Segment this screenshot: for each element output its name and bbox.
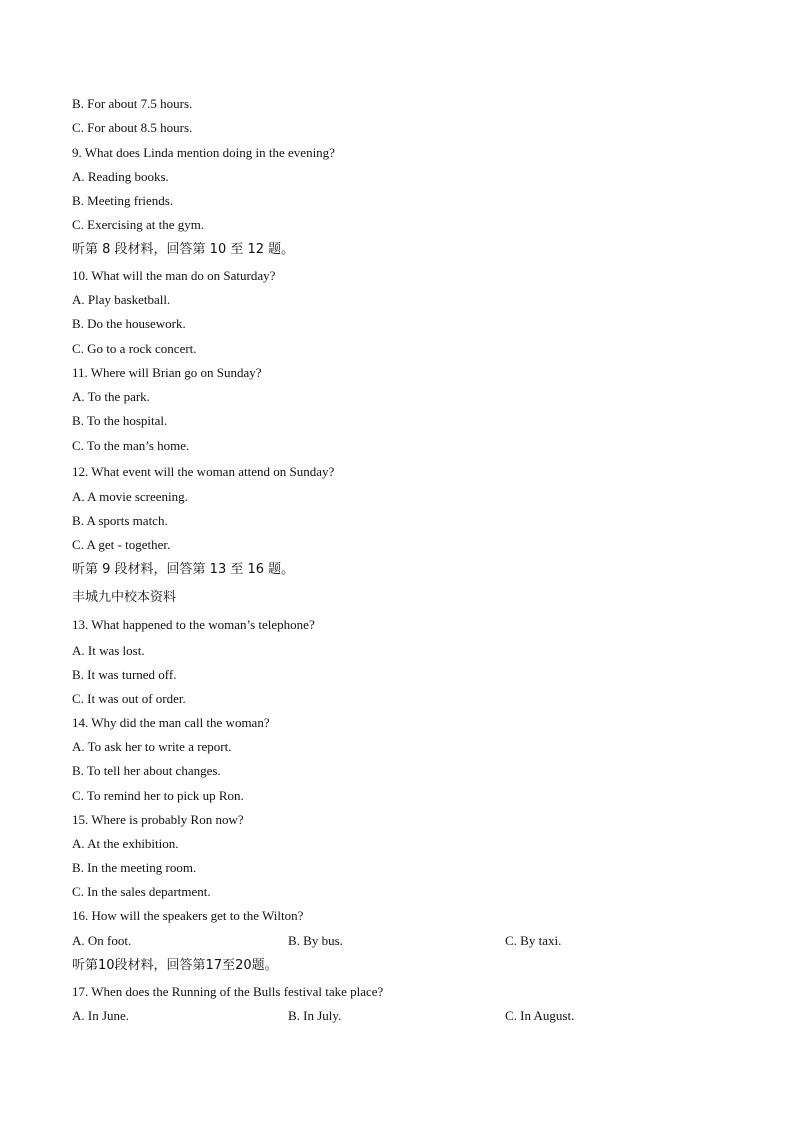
q11-option-b: B. To the hospital. <box>72 413 168 428</box>
question-16: 16. How will the speakers get to the Wilton? <box>72 908 304 923</box>
q14-option-c: C. To remind her to pick up Ron. <box>72 788 244 803</box>
q13-option-c: C. It was out of order. <box>72 691 186 706</box>
q11-option-c: C. To the man’s home. <box>72 438 190 453</box>
q15-option-c: C. In the sales department. <box>72 884 211 899</box>
q10-option-b: B. Do the housework. <box>72 316 186 331</box>
q8-option-b: B. For about 7.5 hours. <box>72 96 193 111</box>
q8-option-c: C. For about 8.5 hours. <box>72 120 193 135</box>
q13-option-a: A. It was lost. <box>72 643 145 658</box>
question-11: 11. Where will Brian go on Sunday? <box>72 365 262 380</box>
q13-option-b: B. It was turned off. <box>72 667 177 682</box>
q9-option-c: C. Exercising at the gym. <box>72 217 205 232</box>
q14-option-b: B. To tell her about changes. <box>72 763 221 778</box>
q10-option-a: A. Play basketball. <box>72 292 171 307</box>
question-13: 13. What happened to the woman’s telephone? <box>72 617 315 632</box>
q11-option-a: A. To the park. <box>72 389 150 404</box>
q15-option-b: B. In the meeting room. <box>72 860 197 875</box>
question-15: 15. Where is probably Ron now? <box>72 812 244 827</box>
q16-option-c: C. By taxi. <box>505 933 562 948</box>
section-9-heading: 听第 9 段材料，回答第 13 至 16 题。 <box>72 562 295 577</box>
q12-option-b: B. A sports match. <box>72 513 168 528</box>
q17-option-b: B. In July. <box>288 1008 342 1023</box>
q16-option-b: B. By bus. <box>288 933 343 948</box>
question-12: 12. What event will the woman attend on Sunday? <box>72 464 335 479</box>
section-10-heading: 听第10段材料，回答第17至20题。 <box>72 958 278 973</box>
q10-option-c: C. Go to a rock concert. <box>72 341 197 356</box>
q17-option-c: C. In August. <box>505 1008 575 1023</box>
section-8-heading: 听第 8 段材料，回答第 10 至 12 题。 <box>72 242 295 257</box>
question-10: 10. What will the man do on Saturday? <box>72 268 276 283</box>
q15-option-a: A. At the exhibition. <box>72 836 179 851</box>
question-14: 14. Why did the man call the woman? <box>72 715 270 730</box>
q17-option-a: A. In June. <box>72 1008 130 1023</box>
question-9: 9. What does Linda mention doing in the evening? <box>72 145 335 160</box>
q16-option-a: A. On foot. <box>72 933 132 948</box>
question-17: 17. When does the Running of the Bulls festival take place? <box>72 984 384 999</box>
q12-option-c: C. A get - together. <box>72 537 171 552</box>
q12-option-a: A. A movie screening. <box>72 489 188 504</box>
school-material-label: 丰城九中校本资料 <box>72 590 177 605</box>
q9-option-a: A. Reading books. <box>72 169 169 184</box>
q14-option-a: A. To ask her to write a report. <box>72 739 232 754</box>
q9-option-b: B. Meeting friends. <box>72 193 174 208</box>
